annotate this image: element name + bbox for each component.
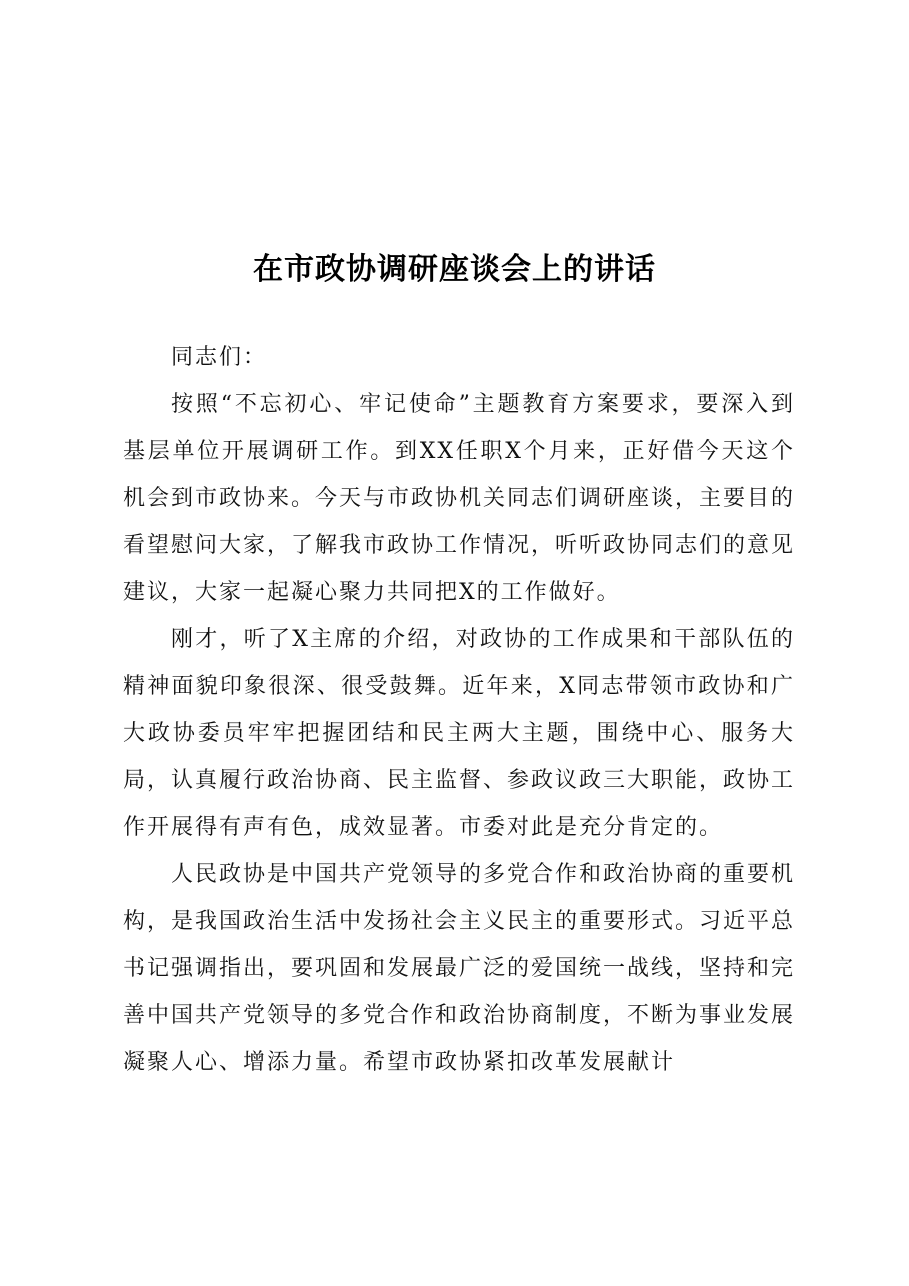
salutation: 同志们： [171,345,268,370]
document-body [123,334,795,1086]
paragraph-3: 人民政协是中国共产党领导的多党合作和政治协商的重要机构，是我国政治生活中发扬社会主义民主的重要形式。习近平总书记强调指出，要巩固和发展最广泛的爱国统一战线，坚持和完善中国共产党领导的多党合作和政治协商制度，不断为事业发展凝聚人心、增添力量。希望市政协紧扣改革发展献计 [123,862,796,1075]
document-title: 在市政协调研座谈会上的讲话 [253,252,656,287]
paragraph-2: 刚才，听了X主席的介绍，对政协的工作成果和干部队伍的精神面貌印象很深、很受鼓舞。近年来，X同志带领市政协和广大政协委员牢牢把握团结和民主两大主题，围绕中心、服务大局，认真履行政治协商、民主监督、参政议政三大职能，政协工作开展得有声有色，成效显著。市委对此是充分肯定的。 [123,627,796,840]
paragraph-1: 按照“不忘初心、牢记使命”主题教育方案要求，要深入到基层单位开展调研工作。到XX任职X个月来，正好借今天这个机会到市政协来。今天与市政协机关同志们调研座谈，主要目的看望慰问大家，了解我市政协工作情况，听听政协同志们的意见建议，大家一起凝心聚力共同把X的工作做好。 [123,392,796,605]
